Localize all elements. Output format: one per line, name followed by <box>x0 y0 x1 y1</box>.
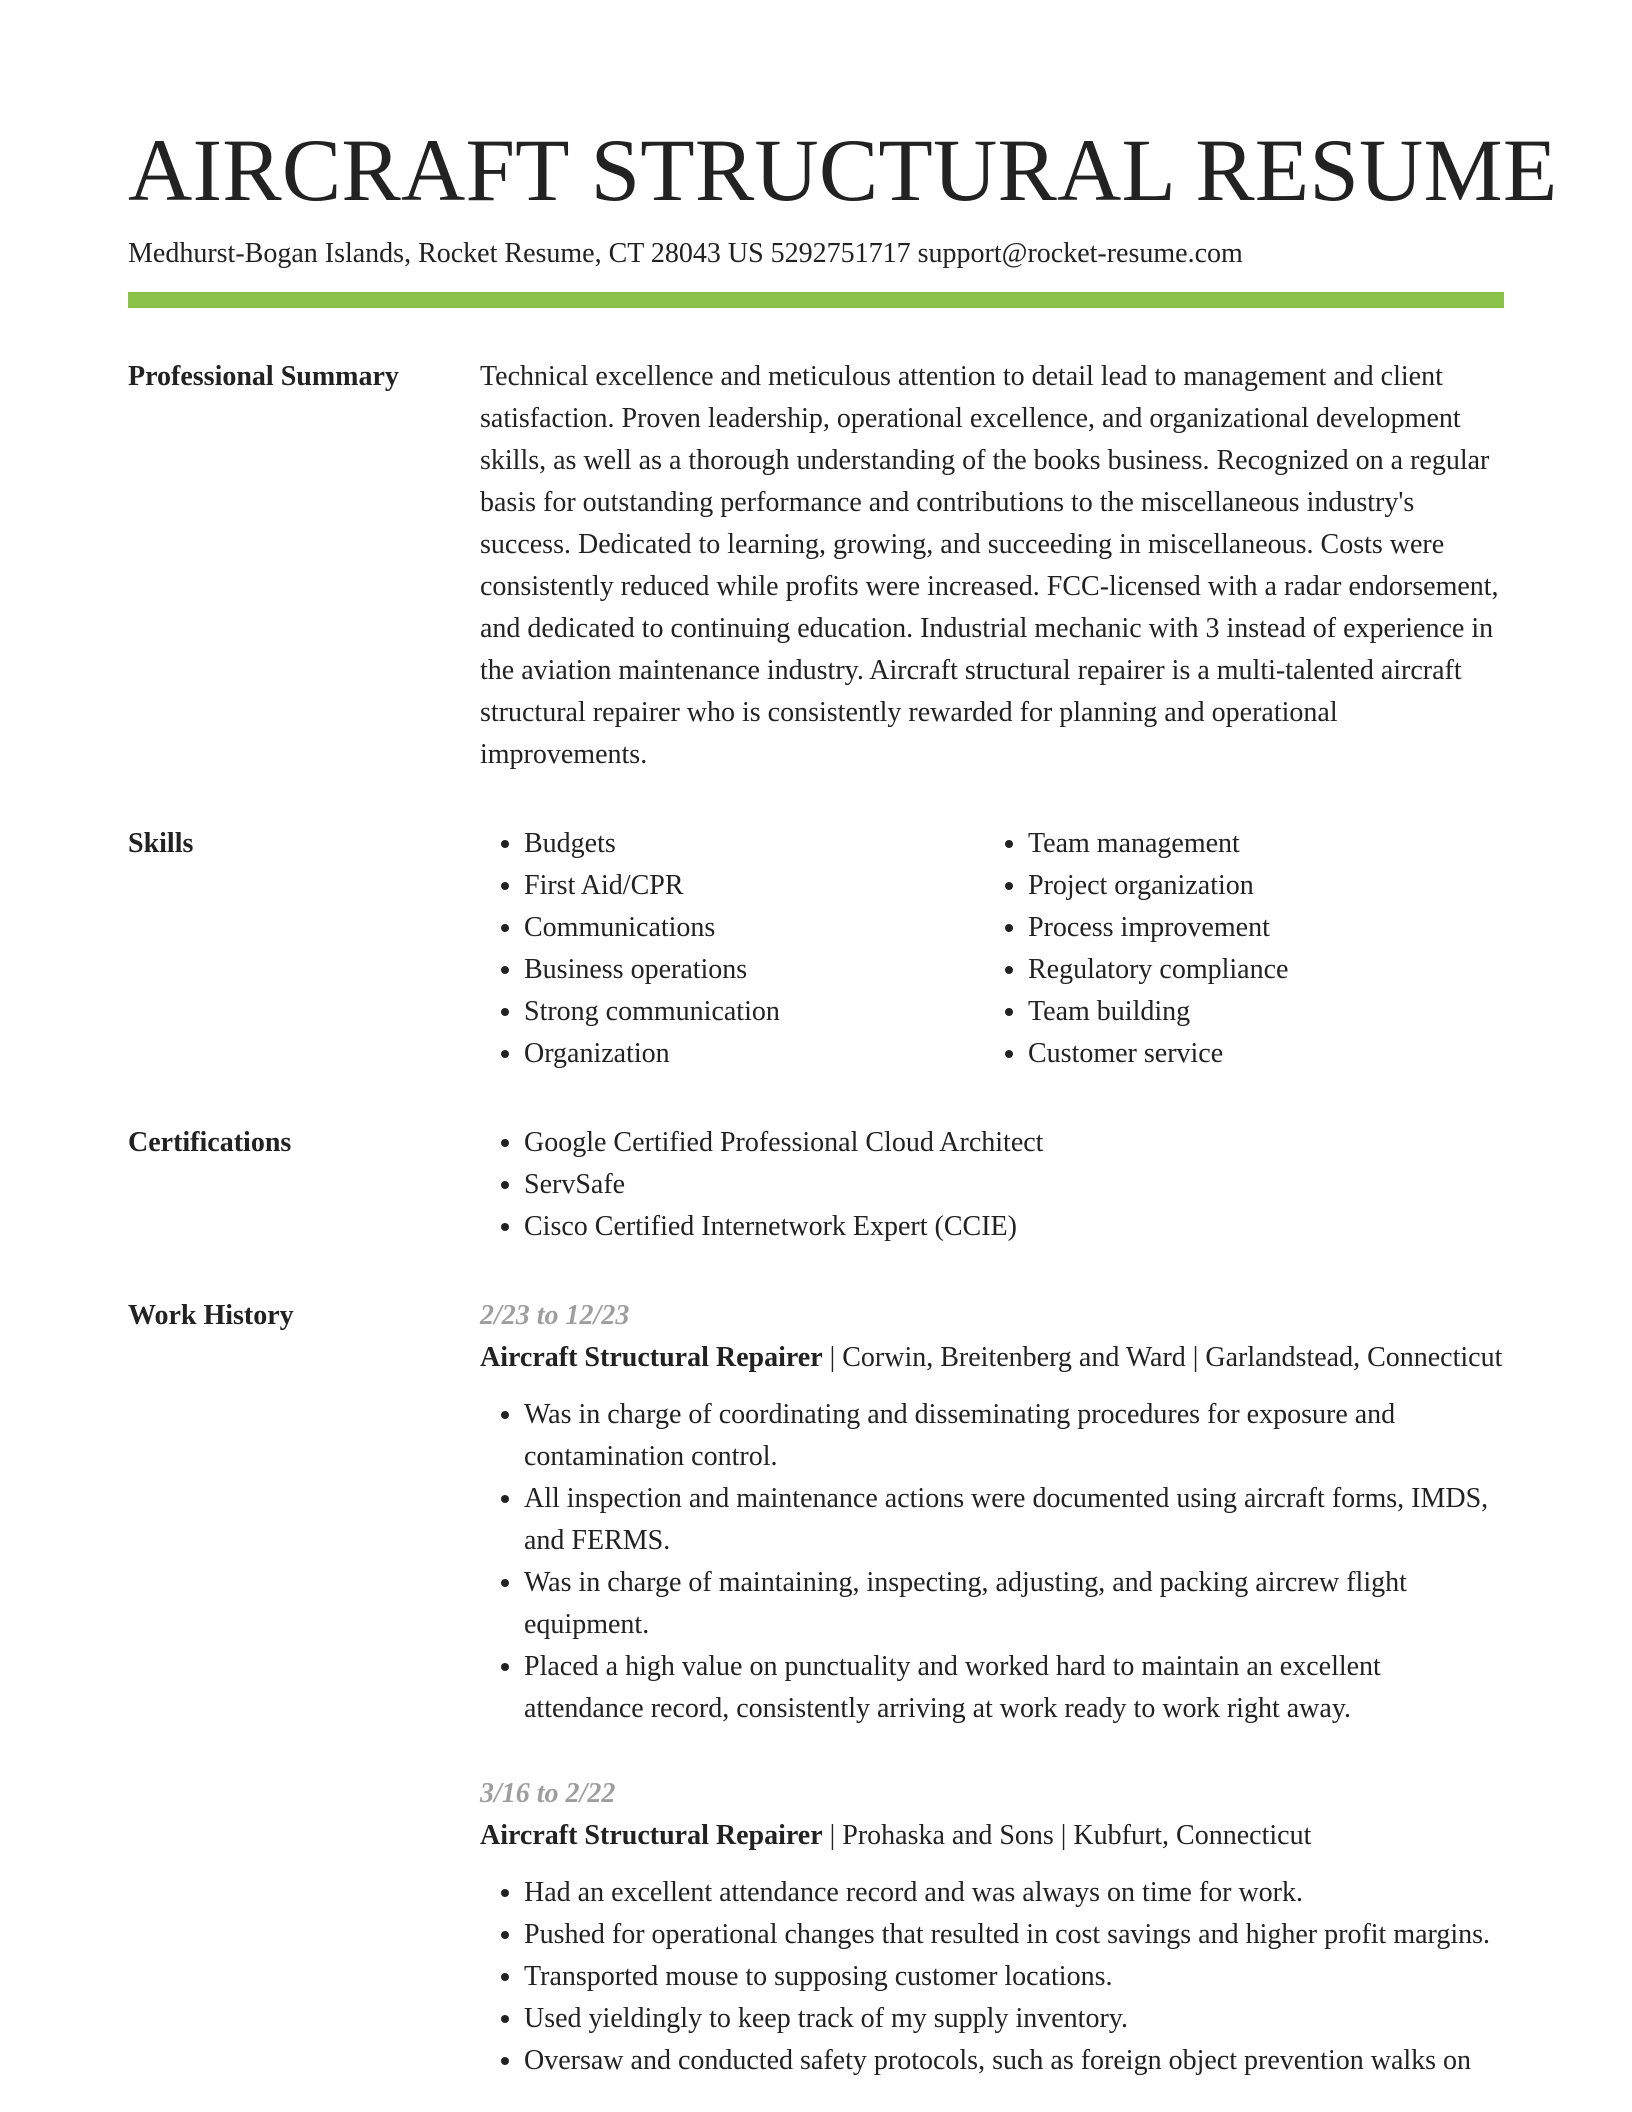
job-employer-location: | Corwin, Breitenberg and Ward | Garlandstead, Connecticut <box>822 1342 1503 1373</box>
summary-body <box>480 356 1504 776</box>
job-bullet: • Used yieldingly to keep track of my supply inventory. <box>524 1998 1504 2040</box>
accent-divider <box>128 292 1504 308</box>
job-dates: 2/23 to 12/23 <box>480 1300 630 1331</box>
job-bullet: • Was in charge of coordinating and disseminating procedures for exposure and contamination control. <box>524 1394 1504 1478</box>
job-bullet: • All inspection and maintenance actions were documented using aircraft forms, IMDS, and FERMS. <box>524 1478 1504 1562</box>
skill-item: • Team management <box>1028 823 1488 865</box>
job-bullet: • Had an excellent attendance record and was always on time for work. <box>524 1872 1504 1914</box>
skill-item: • Regulatory compliance <box>1028 949 1488 991</box>
skill-item: • Customer service <box>1028 1033 1488 1075</box>
job-bullet: • Was in charge of maintaining, inspecting, adjusting, and packing aircrew flight equipment. <box>524 1562 1504 1646</box>
certification-item: • Cisco Certified Internetwork Expert (CCIE) <box>524 1206 1504 1248</box>
job-entry <box>480 1773 1504 2082</box>
skill-item: • Organization <box>524 1033 984 1075</box>
job-bullet: • Transported mouse to supposing customer locations. <box>524 1956 1504 1998</box>
section-title-work-history: Work History <box>128 1300 294 1331</box>
skills-grid <box>480 823 1504 1075</box>
certification-item: • Google Certified Professional Cloud Architect <box>524 1122 1504 1164</box>
skills-section <box>128 823 1504 1075</box>
skill-item: • Budgets <box>524 823 984 865</box>
job-employer-location: | Prohaska and Sons | Kubfurt, Connecticut <box>822 1820 1312 1851</box>
certifications-list <box>480 1122 1504 1248</box>
professional-summary-section <box>128 356 1504 776</box>
skill-item: • Project organization <box>1028 865 1488 907</box>
skill-item: • Strong communication <box>524 991 984 1033</box>
skill-item: • First Aid/CPR <box>524 865 984 907</box>
contact-line: Medhurst-Bogan Islands, Rocket Resume, CT 28043 US 5292751717 support@rocket-resume.com <box>128 238 1243 269</box>
certifications-section <box>128 1122 1504 1248</box>
job-bullet-list <box>480 1872 1504 2082</box>
section-title-certifications: Certifications <box>128 1127 292 1158</box>
job-bullet: • Pushed for operational changes that resulted in cost savings and higher profit margins. <box>524 1914 1504 1956</box>
skills-list-left <box>480 823 984 1075</box>
job-bullet-list <box>480 1394 1504 1730</box>
work-history-body <box>480 1295 1504 2082</box>
skill-item: • Business operations <box>524 949 984 991</box>
job-title-line <box>480 1815 1504 1857</box>
job-title: Aircraft Structural Repairer <box>480 1342 823 1373</box>
summary-text: Technical excellence and meticulous attention to detail lead to management and client satisfaction. Proven leadership, operational excellence, and organizational development skills, as well as a thorough understanding of the books business. Recognized on a regular basis for outstanding performance and contributions to the miscellaneous industry's success. Dedicated to learning, growing, and succeeding in miscellaneous. Costs were consistently reduced while profits were increased. FCC-licensed with a radar endorsement, and dedicated to continuing education. Industrial mechanic with 3 instead of experience in the aviation maintenance industry. Aircraft structural repairer is a multi-talented aircraft structural repairer who is consistently rewarded for planning and operational improvements. <box>480 361 1499 770</box>
job-bullet: • Placed a high value on punctuality and worked hard to maintain an excellent attendance record, consistently arriving at work ready to work right away. <box>524 1646 1504 1730</box>
skills-list-right <box>984 823 1488 1075</box>
skill-item: • Communications <box>524 907 984 949</box>
job-title-line <box>480 1337 1504 1379</box>
skill-item: • Team building <box>1028 991 1488 1033</box>
job-entry <box>480 1295 1504 1730</box>
job-bullet: • Oversaw and conducted safety protocols, such as foreign object prevention walks on <box>524 2040 1504 2082</box>
certifications-body <box>480 1122 1504 1248</box>
job-dates: 3/16 to 2/22 <box>480 1778 616 1809</box>
candidate-name: AIRCRAFT STRUCTURAL RESUME <box>128 122 1558 220</box>
resume-header <box>128 118 1558 308</box>
section-title-summary: Professional Summary <box>128 361 399 392</box>
job-title: Aircraft Structural Repairer <box>480 1820 823 1851</box>
work-history-section <box>128 1295 1504 2082</box>
certification-item: • ServSafe <box>524 1164 1504 1206</box>
skill-item: • Process improvement <box>1028 907 1488 949</box>
section-title-skills: Skills <box>128 828 194 859</box>
